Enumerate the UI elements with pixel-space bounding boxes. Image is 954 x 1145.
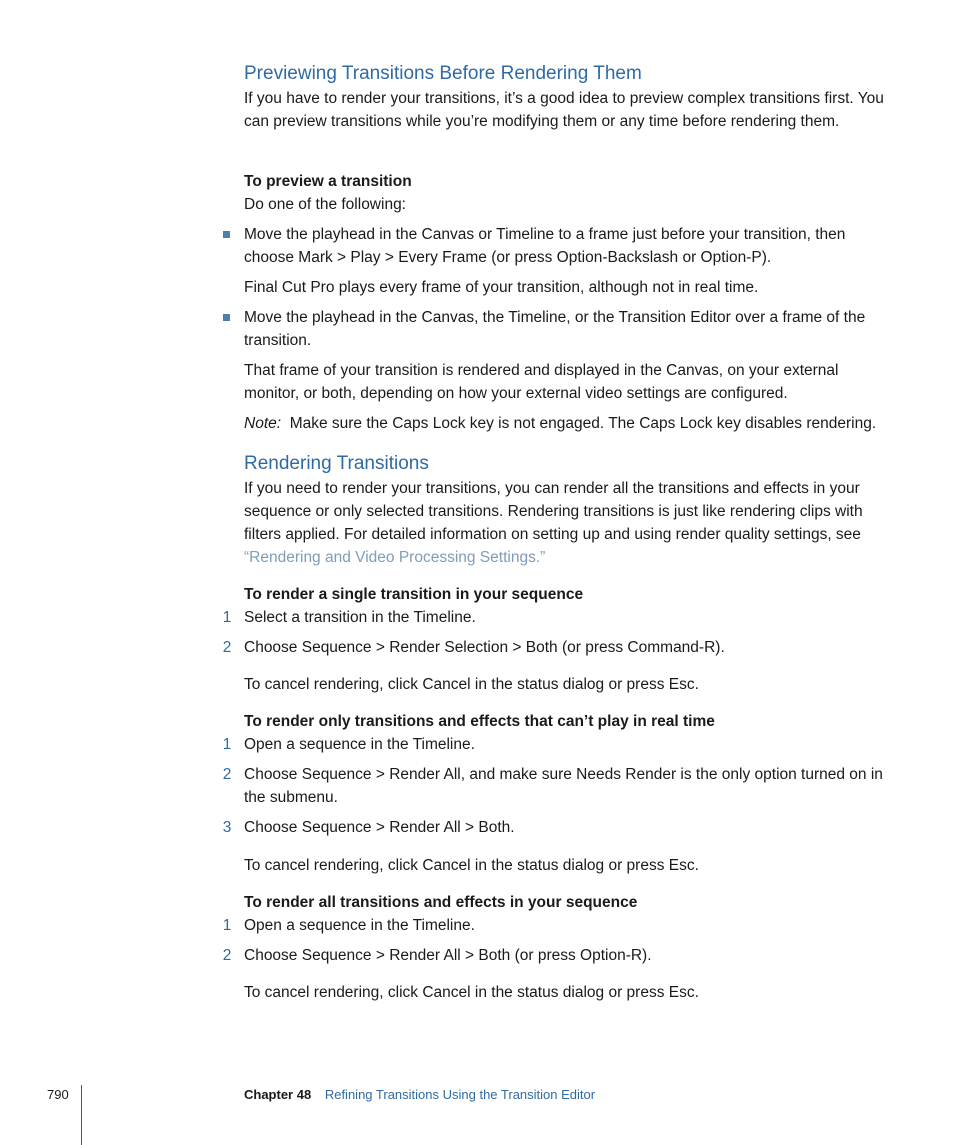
chapter-title: Refining Transitions Using the Transition Editor (324, 1087, 596, 1102)
section-intro-paragraph: If you have to render your transitions, it’s a good idea to preview complex transitions first. You can preview transitions while you’re modifying them or any time before rendering them. (244, 90, 884, 130)
task-followup: To cancel rendering, click Cancel in the status dialog or press Esc. (244, 676, 699, 693)
step-text: Choose Sequence > Render All > Both. (244, 819, 515, 836)
note-text: Make sure the Caps Lock key is not engaged. The Caps Lock key disables rendering. (289, 415, 877, 432)
footer-chapter (244, 1086, 595, 1104)
footer-divider (81, 1085, 82, 1145)
step-number: 1 (222, 917, 232, 934)
bullet-marker (223, 314, 230, 321)
step-text: Choose Sequence > Render All > Both (or press Option-R). (244, 947, 652, 964)
step-number: 3 (222, 819, 232, 836)
task-followup: To cancel rendering, click Cancel in the status dialog or press Esc. (244, 984, 699, 1001)
chapter-label: Chapter 48 (244, 1087, 312, 1102)
step-text: Choose Sequence > Render All, and make sure Needs Render is the only option turned on in the submenu. (244, 766, 883, 806)
step-text: Open a sequence in the Timeline. (244, 736, 475, 753)
task-title-single: To render a single transition in your sequence (244, 586, 584, 603)
step-number: 2 (222, 639, 232, 656)
step-text: Choose Sequence > Render Selection > Both (or press Command-R). (244, 639, 725, 656)
cross-reference-link[interactable]: “Rendering and Video Processing Settings.” (244, 549, 546, 566)
bullet-followup: That frame of your transition is rendered and displayed in the Canvas, on your external monitor, or both, depending on how your external video settings are configured. (244, 362, 839, 402)
section-intro-paragraph (244, 477, 884, 569)
task-followup: To cancel rendering, click Cancel in the status dialog or press Esc. (244, 857, 699, 874)
note (244, 412, 884, 435)
step-number: 1 (222, 609, 232, 626)
step-number: 2 (222, 947, 232, 964)
note-label: Note: (244, 415, 282, 432)
bullet-followup: Final Cut Pro plays every frame of your transition, although not in real time. (244, 279, 759, 296)
page-number: 790 (47, 1087, 69, 1102)
task-title-all: To render all transitions and effects in your sequence (244, 894, 638, 911)
step-text: Open a sequence in the Timeline. (244, 917, 475, 934)
bullet-item: Move the playhead in the Canvas, the Timeline, or the Transition Editor over a frame of the transition. (244, 309, 866, 349)
bullet-item: Move the playhead in the Canvas or Timeline to a frame just before your transition, then choose Mark > Play > Every Frame (or press Option-Backslash or Option-P). (244, 226, 846, 266)
intro-text: If you need to render your transitions, you can render all the transitions and effects in your sequence or only selected transitions. Rendering transitions is just like rendering clips with filters applied. For detailed information on setting up and using render quality settings, see (244, 480, 863, 543)
section-heading-rendering: Rendering Transitions (244, 453, 429, 474)
step-number: 1 (222, 736, 232, 753)
task-lead: Do one of the following: (244, 196, 406, 213)
task-title-preview: To preview a transition (244, 173, 412, 190)
task-title-realtime: To render only transitions and effects that can’t play in real time (244, 713, 715, 730)
step-text: Select a transition in the Timeline. (244, 609, 476, 626)
step-number: 2 (222, 766, 232, 783)
section-heading-previewing: Previewing Transitions Before Rendering Them (244, 63, 642, 84)
bullet-marker (223, 231, 230, 238)
